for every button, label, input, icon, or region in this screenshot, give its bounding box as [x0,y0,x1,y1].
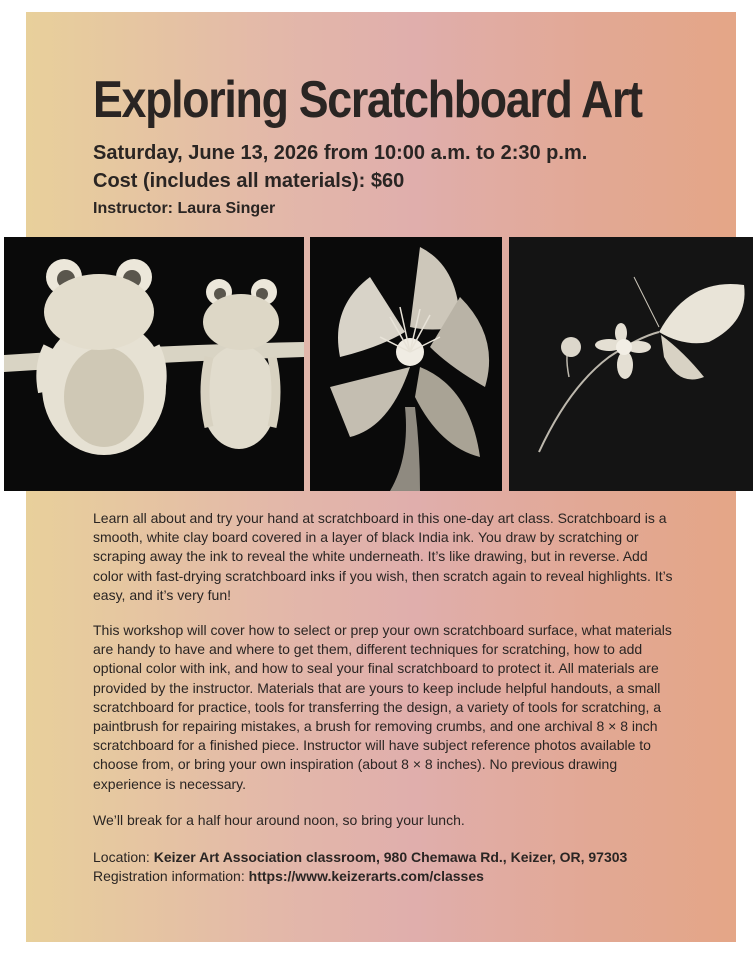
event-cost: Cost (includes all materials): $60 [93,170,405,192]
location-value: Keizer Art Association classroom, 980 Chemawa Rd., Keizer, OR, 97303 [153,849,628,865]
page-title: Exploring Scratchboard Art [93,71,642,129]
lunch-paragraph: We’ll break for a half hour around noon, so bring your lunch. [93,812,465,828]
event-instructor: Instructor: Laura Singer [93,200,276,217]
location-label: Location: [93,849,154,865]
registration-line [93,868,693,884]
event-date: Saturday, June 13, 2026 from 10:00 a.m. to 2:30 p.m. [93,142,588,164]
registration-label: Registration information: [93,868,249,884]
frogs-scratchboard-image [4,237,304,491]
location-line [93,849,693,865]
intro-paragraph: Learn all about and try your hand at scratchboard in this one-day art class. Scratchboard is a smooth, white clay board covered in a layer of black India ink. You draw by scratching or scraping away the ink to reveal the white underneath. It’s like drawing, but in reverse. Add color with fast-drying scratchboard inks if you wish, then scratch again to reveal highlights. It’s easy, and it’s very fun! [93,510,673,603]
workshop-paragraph: This workshop will cover how to select or prep your own scratchboard surface, what materials are handy to have and where to get them, different techniques for scratching, how to add optional color with ink, and how to seal your final scratchboard to protect it. All materials are provided by the instructor. Materials that are yours to keep include helpful handouts, a small scratchboard for practice, tools for transferring the design, a variety of tools for scratching, a paintbrush for repairing mistakes, a brush for removing crumbs, and one archival 8 × 8 inch scratchboard for a finished piece. Instructor will have subject reference photos available to choose from, or bring your own inspiration (about 8 × 8 inches). No previous drawing experience is necessary. [93,622,672,792]
flower-scratchboard-image [310,237,502,491]
registration-link[interactable]: https://www.keizerarts.com/classes [248,868,484,884]
butterfly-scratchboard-image [509,237,753,491]
